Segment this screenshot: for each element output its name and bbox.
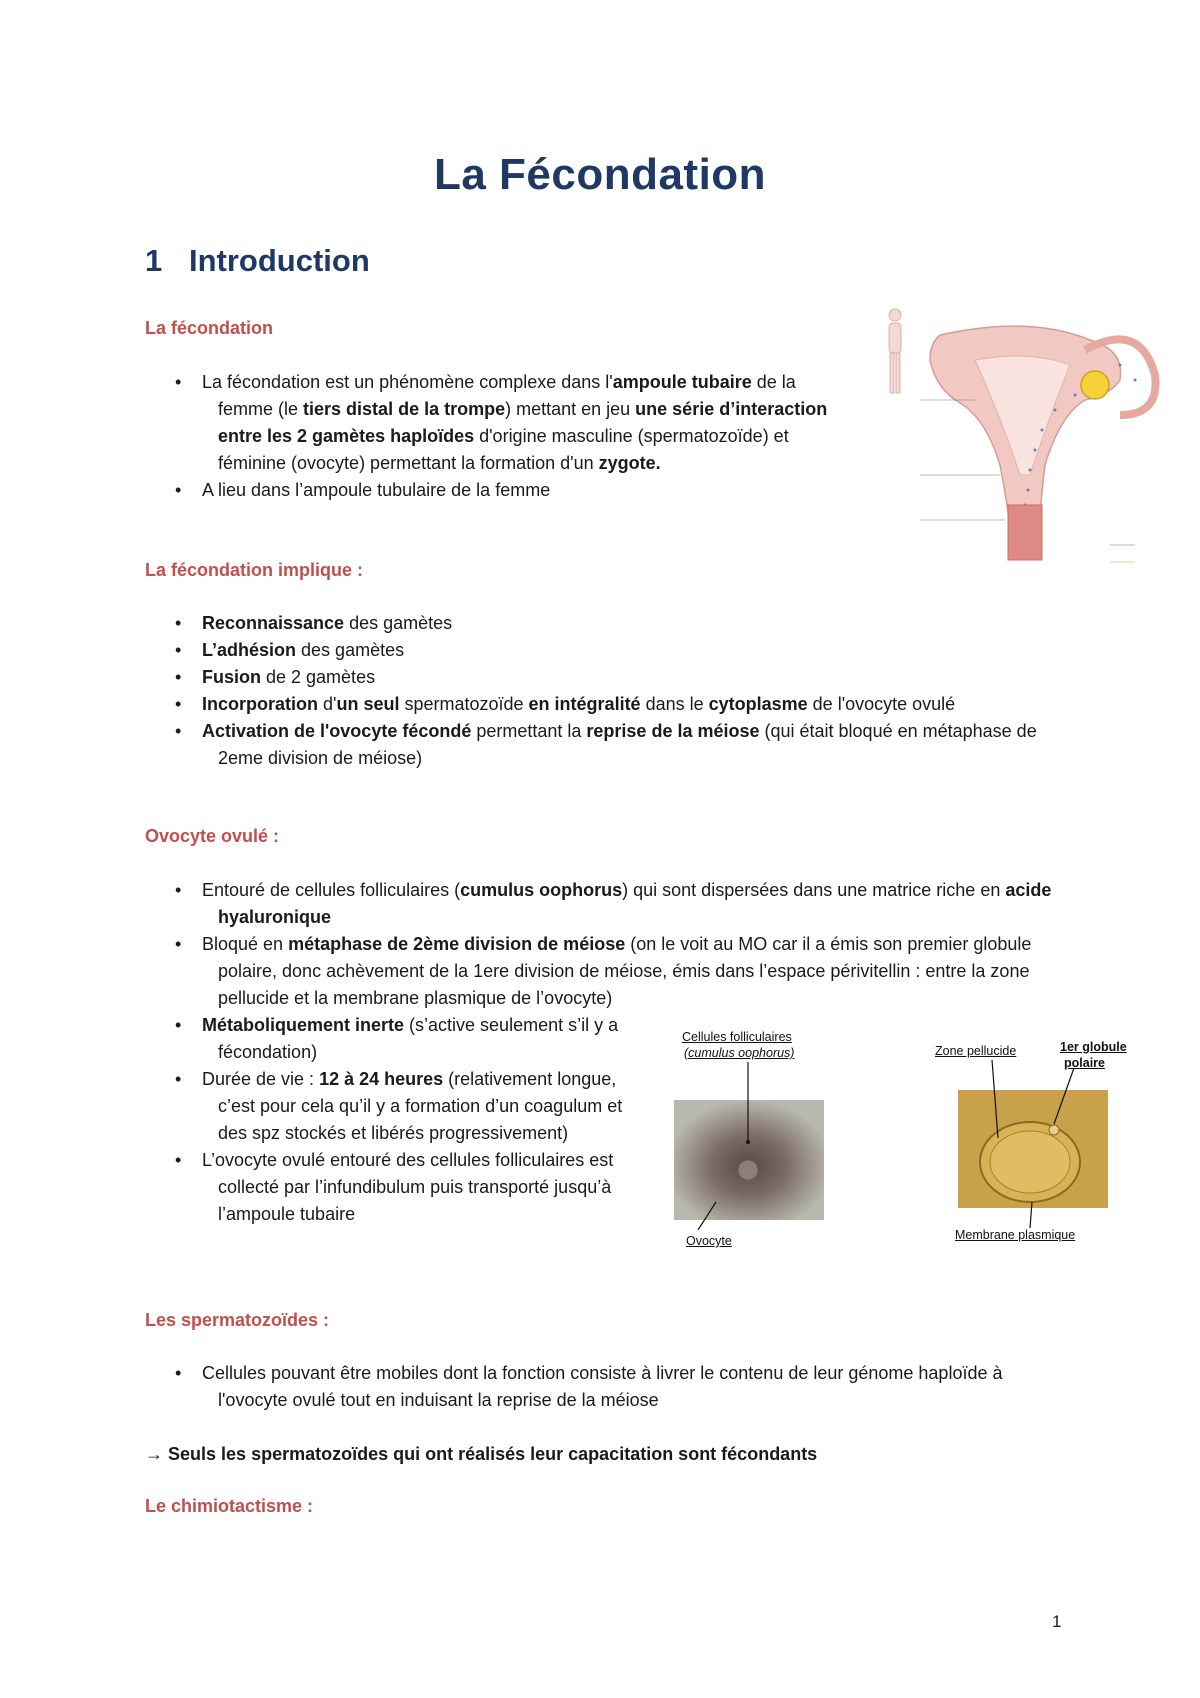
list-item: • Activation de l'ovocyte fécondé permettant la reprise de la méiose (qui était bloqué en métaphase de 2eme division de méiose) [175,718,1055,772]
cumulus-micrograph [668,1062,828,1230]
implique-list [175,610,1055,772]
list-item: • L’adhésion des gamètes [175,637,1055,664]
caption-zone-pellucide: Zone pellucide [935,1044,1017,1058]
female-reproductive-tract-illustration [880,305,1165,590]
list-item: • Durée de vie : 12 à 24 heures (relativement longue, c’est pour cela qu’il y a formation d’un coagulum et des spz stockés et libérés progressivement) [175,1066,645,1147]
spermatozoides-list [175,1360,1055,1414]
caption-cellules-folliculaires: Cellules folliculaires [682,1030,792,1044]
list-item: • Entouré de cellules folliculaires (cumulus oophorus) qui sont dispersées dans une matrice riche en acide hyaluronique [175,877,1055,931]
list-item: • Incorporation d'un seul spermatozoïde en intégralité dans le cytoplasme de l'ovocyte ovulé [175,691,1055,718]
list-item: • Bloqué en métaphase de 2ème division de méiose (on le voit au MO car il a émis son premier globule polaire, donc achèvement de la 1ere division de méiose, émis dans l’espace périvitellin : entre la zone pellucide et la membrane plasmique de l’ovocyte) [175,931,1055,1012]
caption-membrane-plasmique: Membrane plasmique [955,1228,1076,1242]
page-number: 1 [1052,1612,1062,1631]
caption-cumulus: (cumulus oophorus) [684,1046,795,1060]
section-number: 1 [145,243,163,278]
subheading-chimiotactisme: Le chimiotactisme : [145,1496,314,1516]
list-item: • Reconnaissance des gamètes [175,610,1055,637]
list-item: • Cellules pouvant être mobiles dont la fonction consiste à livrer le contenu de leur génome haploïde à l'ovocyte ovulé tout en induisant la reprise de la méiose [175,1360,1055,1414]
ovocyte-list-narrow [175,1012,645,1228]
document-title: La Fécondation [433,150,767,199]
subheading-ovocyte: Ovocyte ovulé : [145,826,280,846]
arrow-right-icon: → [145,1444,163,1464]
caption-globule-1: 1er globule [1060,1040,1127,1054]
list-item: • Fusion de 2 gamètes [175,664,1055,691]
ovocyte-list-full [175,877,1055,1012]
section-heading-introduction [145,243,370,279]
conclusion-line [145,1444,817,1465]
list-item: • A lieu dans l’ampoule tubulaire de la femme [175,477,835,504]
oocyte-micrograph [950,1060,1135,1230]
ovary-shape [1081,371,1109,399]
list-item: • La fécondation est un phénomène complexe dans l'ampoule tubaire de la femme (le tiers distal de la trompe) mettant en jeu une série d’interaction entre les 2 gamètes haploïdes d'origine masculine (spermatozoïde) et féminine (ovocyte) permettant la formation d'un zygote. [175,369,835,477]
subheading-fecondation: La fécondation [145,318,274,338]
caption-ovocyte: Ovocyte [686,1234,732,1248]
subheading-spermatozoides: Les spermatozoïdes : [145,1310,330,1330]
list-item: • Métaboliquement inerte (s’active seulement s’il y a fécondation) [175,1012,645,1066]
caption-globule-2: polaire [1064,1056,1105,1070]
list-item: • L’ovocyte ovulé entouré des cellules folliculaires est collecté par l’infundibulum puis transporté jusqu’à l’ampoule tubaire [175,1147,645,1228]
fecondation-list [175,369,835,504]
subheading-implique: La fécondation implique : [145,560,364,580]
conclusion-text: Seuls les spermatozoïdes qui ont réalisés leur capacitation sont fécondants [168,1444,818,1464]
body-silhouette-icon [889,309,901,393]
section-title: Introduction [189,243,370,278]
